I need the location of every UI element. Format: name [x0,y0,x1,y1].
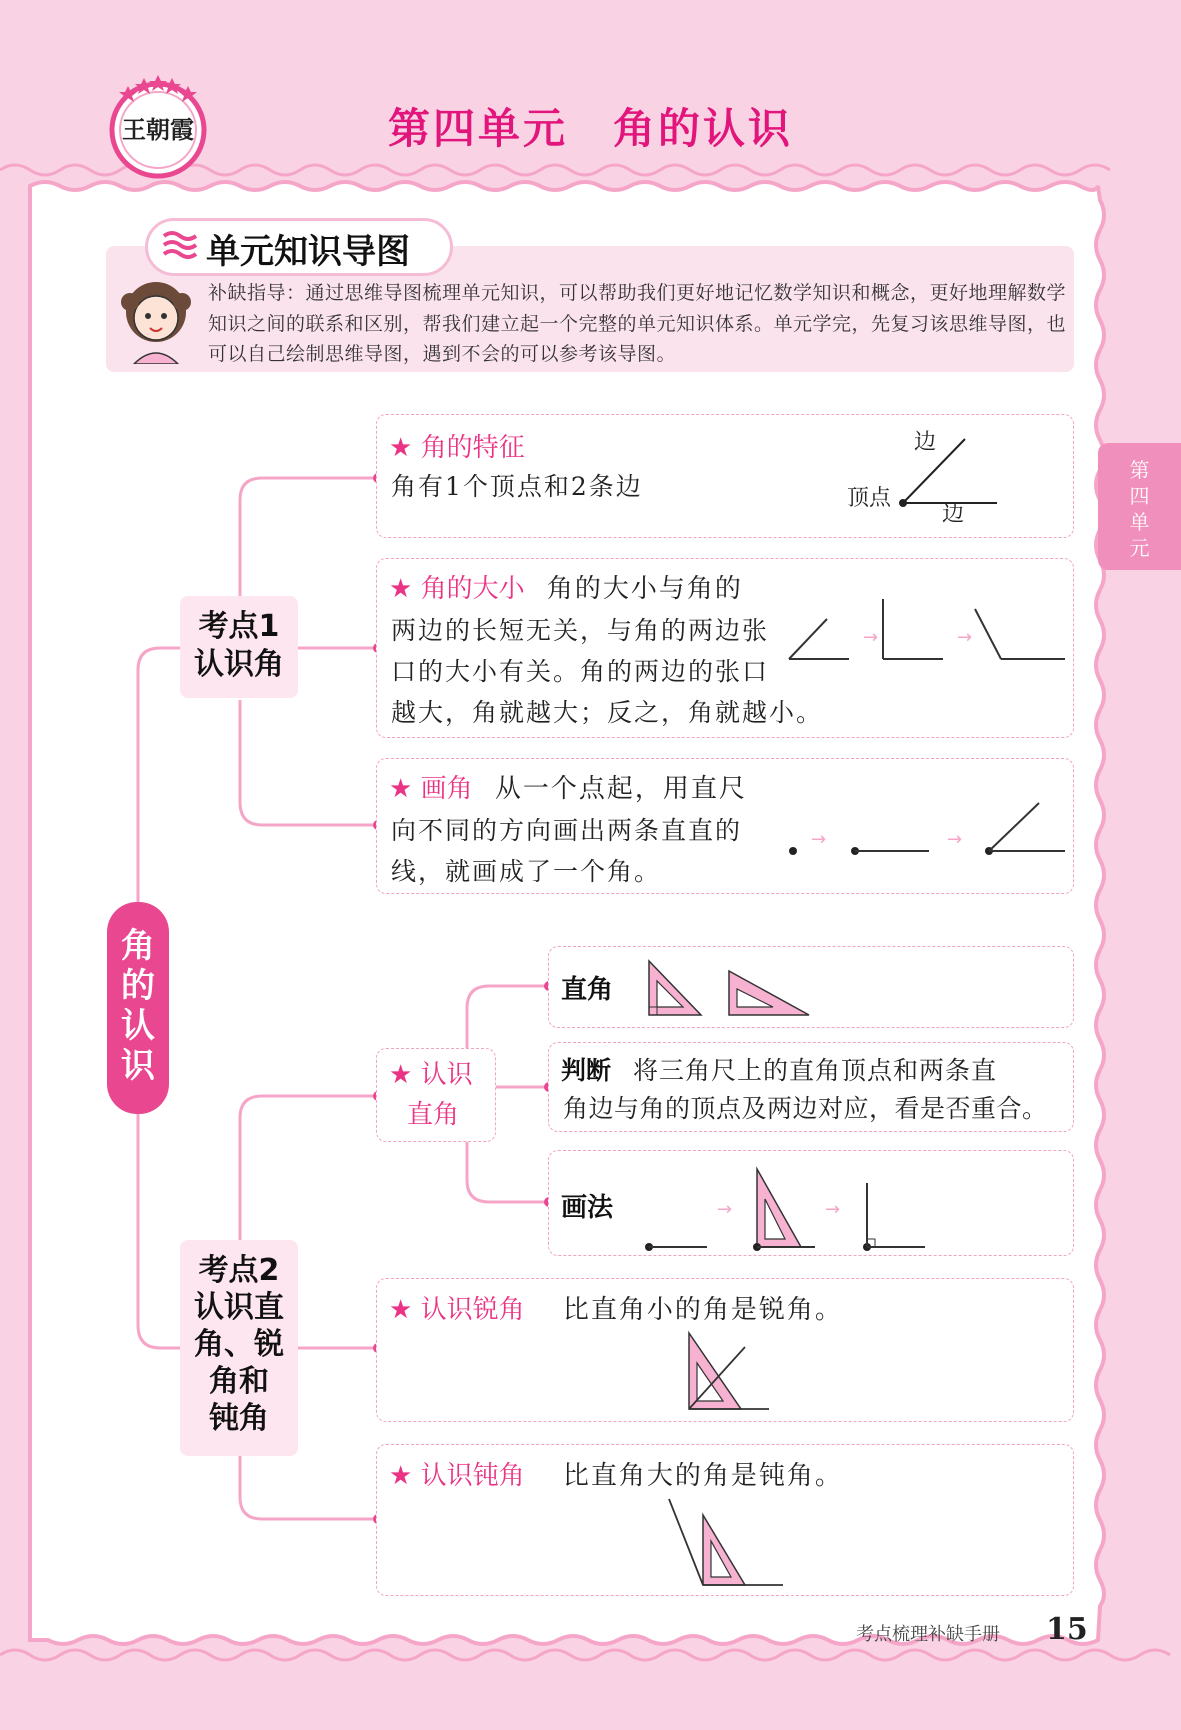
draw-text-line: 向不同的方向画出两条直直的 [391,816,743,845]
acute-title: 认识锐角 [420,1295,525,1325]
kaodian2-subtitle-line: 角和 [209,1364,269,1399]
draw-angle-diagram [787,799,1067,869]
size-text-line: 口的大小有关。角的两边的张口 [391,657,770,686]
kaodian1-node [180,596,298,698]
judge-text-line: 将三角尺上的直角顶点和两条直 [632,1056,997,1085]
draw-title: 画角 [420,774,473,804]
angle-size-diagram [787,589,1067,699]
right-angle-rulers-card [548,946,1074,1028]
right-angle-node [376,1048,496,1142]
size-text-line: 角的大小与角的 [546,574,743,604]
footer-book-title: 考点梳理补缺手册 [856,1624,1000,1645]
size-text-line: 两边的长短无关，与角的两边张 [391,616,770,645]
svg-text:→: → [957,627,973,648]
kaodian2-subtitle-line: 认识直 [194,1290,284,1325]
main-topic-char: 识 [121,1046,155,1086]
svg-text:→: → [863,627,879,648]
right-angle-method-diagram [645,1159,1065,1251]
page-title: 第四单元 角的认识 [387,104,793,153]
size-text-line: 越大，角就越大；反之，角就越小。 [391,698,824,727]
section-heading: 单元知识导图 [206,232,410,272]
svg-text:→: → [947,829,963,850]
edge-label-top: 边 [914,430,937,455]
kaodian2-subtitle-line: 钝角 [209,1401,269,1436]
star-icon: ★ [389,574,413,604]
right-angle-title-line: 直角 [407,1100,460,1130]
kaodian2-subtitle-line: 角、锐 [194,1327,284,1362]
angle-size-card [376,558,1074,738]
main-topic-char: 角 [121,926,155,966]
tab-char: 元 [1129,536,1150,560]
tab-char: 第 [1129,458,1150,482]
kaodian1-title: 考点1 [198,609,280,644]
feature-text: 角有1个顶点和2条边 [391,472,643,501]
logo-text: 王朝霞 [122,115,194,144]
acute-text: 比直角小的角是锐角。 [562,1295,843,1325]
guide-text: 补缺指导：通过思维导图梳理单元知识，可以帮助我们更好地记忆数学知识和概念，更好地理解数学知识之间的联系和区别，帮我们建立起一个完整的单元知识体系。单元学完，先复习该思维导图，也可以自己绘制思维导图，遇到不会的可以参考该导图。 [208,282,1067,365]
draw-text-line: 线，就画成了一个角。 [391,857,662,886]
triangle-rulers-icon [645,957,835,1019]
svg-text:→: → [811,829,827,850]
right-angle-method-card [548,1150,1074,1256]
vertex-label: 顶点 [847,486,892,511]
svg-text:→: → [825,1199,841,1220]
judge-text-line: 角边与角的顶点及两边对应，看是否重合。 [563,1094,1048,1123]
acute-angle-card [376,1278,1074,1422]
zhijiao-label: 直角 [561,975,614,1005]
draw-text-line: 从一个点起，用直尺 [494,774,747,804]
main-topic-char: 认 [121,1006,155,1046]
kaodian2-title: 考点2 [198,1253,280,1288]
obtuse-text: 比直角大的角是钝角。 [562,1461,843,1491]
star-icon: ★ [389,1060,413,1090]
obtuse-title: 认识钝角 [420,1461,525,1491]
star-icon: ★ [389,433,413,463]
size-title: 角的大小 [420,574,525,604]
main-topic-node [107,902,169,1114]
obtuse-angle-diagram [663,1495,793,1591]
kaodian2-node [180,1240,298,1456]
star-icon: ★ [389,1461,413,1491]
edge-label-bottom: 边 [942,502,965,527]
page-number: 15 [1046,1612,1088,1647]
right-angle-title-line: 认识 [420,1060,473,1090]
tab-char: 四 [1129,484,1150,508]
tab-char: 单 [1129,510,1150,534]
judge-title: 判断 [561,1056,612,1085]
method-label: 画法 [561,1193,614,1223]
draw-angle-card [376,758,1074,894]
kaodian1-subtitle: 认识角 [194,647,284,682]
obtuse-angle-card [376,1444,1074,1596]
main-topic-char: 的 [121,966,155,1006]
right-angle-judge-card [548,1042,1074,1132]
svg-text:→: → [717,1199,733,1220]
star-icon: ★ [389,774,413,804]
feature-title: 角的特征 [420,433,525,463]
star-icon: ★ [389,1295,413,1325]
angle-feature-card [376,414,1074,538]
acute-angle-diagram [683,1329,813,1415]
